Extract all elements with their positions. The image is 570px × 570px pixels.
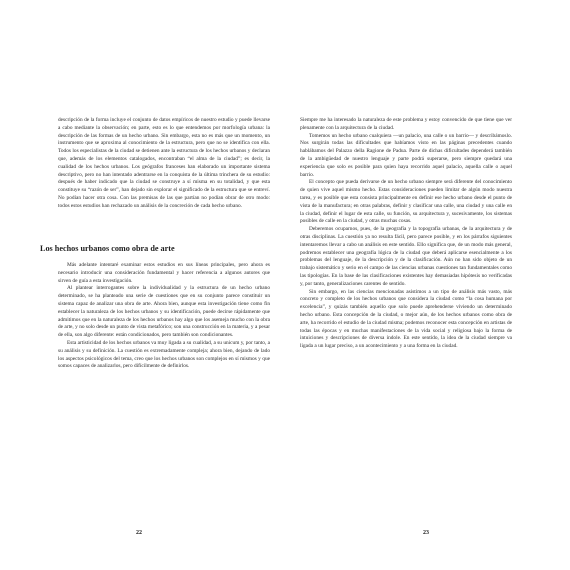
- left-section-paragraph: Esta artisticidad de los hechos urbanos va muy ligada a su cualidad, a su unicum y, por tanto, a su análisis y su definición. La cuestión es extremadamente compleja; ahora bien, dejando de lado los aspectos psicológicos del tema, creo que los hechos urbanos son complejos en sí mismos y que somos capaces de analizarlos, pero difícilmente de definirlos.: [58, 339, 270, 370]
- left-section-paragraph: Al plantear interrogantes sobre la individualidad y la estructura de un hecho urbano determinado, se ha planteado una serie de cuestiones que en su conjunto parece constituir un sistema capaz de analizar una obra de arte. Ahora bien, aunque esta investigación tiene como fin establecer la naturaleza de los hechos urbanos y su identificación, puede decirse rápidamente que admitimos que en la naturaleza de los hechos urbanos hay algo que los asemeja mucho con la obra de arte, y no solo desde un punto de vista metafórico; son una construcción en la materia, y a pesar de ella, son algo diferente: están condicionados, pero también son condicionantes.: [58, 285, 270, 339]
- left-top-paragraph-block: [58, 117, 270, 211]
- right-paragraph: Deberemos ocuparnos, pues, de la geografía y la topografía urbanas, de la arquitectura y de otras disciplinas. La cuestión ya no resulta fácil, pero parece posible, y en los párrafos siguientes intentaremos llevar a cabo un análisis en este sentido. Ello significa que, de un modo más general, podremos establecer una geografía lógica de la ciudad que deberá aplicarse esencialmente a los problemas del lenguaje, de la descripción y de la clasificación. Aún no han sido objeto de un trabajo sistemático y serio en el campo de las ciencias urbanas cuestiones tan fundamentales como las tipologías. En la base de las clasificaciones existentes hay demasiadas hipótesis no verificadas y, por tanto, generalizaciones carentes de sentido.: [300, 226, 512, 287]
- left-page-number: 22: [136, 530, 142, 536]
- right-body: [300, 117, 512, 351]
- right-paragraph: El concepto que pueda derivarse de un hecho urbano siempre será diferente del conocimiento de quien vive aquel mismo hecho. Estas consideraciones pueden limitar de algún modo nuestra tarea, y es posible que esta consista principalmente en definir ese hecho urbano desde el punto de vista de la manufactura; en otras palabras, definir y clasificar una calle, una ciudad y una calle en la ciudad, definir el lugar de esta calle, su función, su arquitectura y, sucesivamente, los sistemas posibles de calle en la ciudad, y otras muchas cosas.: [300, 179, 512, 225]
- left-section-body: [58, 262, 270, 371]
- right-paragraph: Siempre me ha interesado la naturaleza de este problema y estoy convencido de que tiene que ver plenamente con la arquitectura de la ciudad.: [300, 117, 512, 131]
- left-top-paragraph: descripción de la forma incluye el conjunto de datos empíricos de nuestro estudio y puede llevarse a cabo mediante la observación; en parte, esto es lo que entendemos por morfología urbana: la descripción de las formas de un hecho urbano. Sin embargo, esta no es más que un momento, un instrumento que se aproxima al conocimiento de la estructura, pero que no se identifica con ella. Todos los especialistas de la ciudad se detienen ante la estructura de los hechos urbanos y declaran que, además de los elementos catalogados, encontraban “el alma de la ciudad”; es decir, la cualidad de los hechos urbanos. Los geógrafos franceses han elaborado un importante sistema descriptivo, pero no han intentado adentrarse en la conquista de la última trinchera de su estudio: después de haber indicado que la ciudad se construye a sí misma en su totalidad, y que esta constituye su “razón de ser”, han dejado sin explorar el significado de la estructura que se entreví. No podían hacer otra cosa. Con las premisas de las que partían no podían obrar de otro modo: todos estos estudios han rechazado un análisis de la concreción de cada hecho urbano.: [58, 117, 270, 209]
- right-paragraph: Tomemos un hecho urbano cualquiera —un palacio, una calle o un barrio— y describámoslo. Nos surgirán todas las dificultades que habíamos visto en las páginas precedentes cuando hablábamos del Palazzo della Ragione de Padua. Parte de dichas dificultades dependerá también de la ambigüedad de nuestro lenguaje y parte podrá superarse, pero siempre quedará una experiencia que solo es posible para quien haya recorrido aquel palacio, aquella calle o aquel barrio.: [300, 132, 512, 178]
- section-heading: Los hechos urbanos como obra de arte: [40, 244, 175, 253]
- right-page: [285, 0, 570, 570]
- right-page-number: 23: [423, 530, 429, 536]
- left-section-paragraph: Más adelante intentaré examinar estos estudios en sus líneas principales, pero ahora es necesario introducir una consideración fundamental y hacer referencia a algunos autores que sirven de guía a esta investigación.: [58, 262, 270, 284]
- right-paragraph: Sin embargo, en las ciencias mencionadas asistimos a un tipo de análisis más vasto, más concreto y completo de los hechos urbanos que considera la ciudad como “la cosa humana por excelencia”, y quizás también aquello que solo puede aprehenderse viviendo un determinado hecho urbano. Esta concepción de la ciudad, o mejor aún, de los hechos urbanos como obra de arte, ha recorrido el estudio de la ciudad misma; podemos reconocer esta concepción en artistas de todas las épocas y en muchas manifestaciones de la vida social y religiosa bajo la forma de intuiciones y descripciones de diversa índole. En este sentido, la idea de la ciudad siempre va ligada a un lugar preciso, a un acontecimiento y a una forma en la ciudad.: [300, 288, 512, 350]
